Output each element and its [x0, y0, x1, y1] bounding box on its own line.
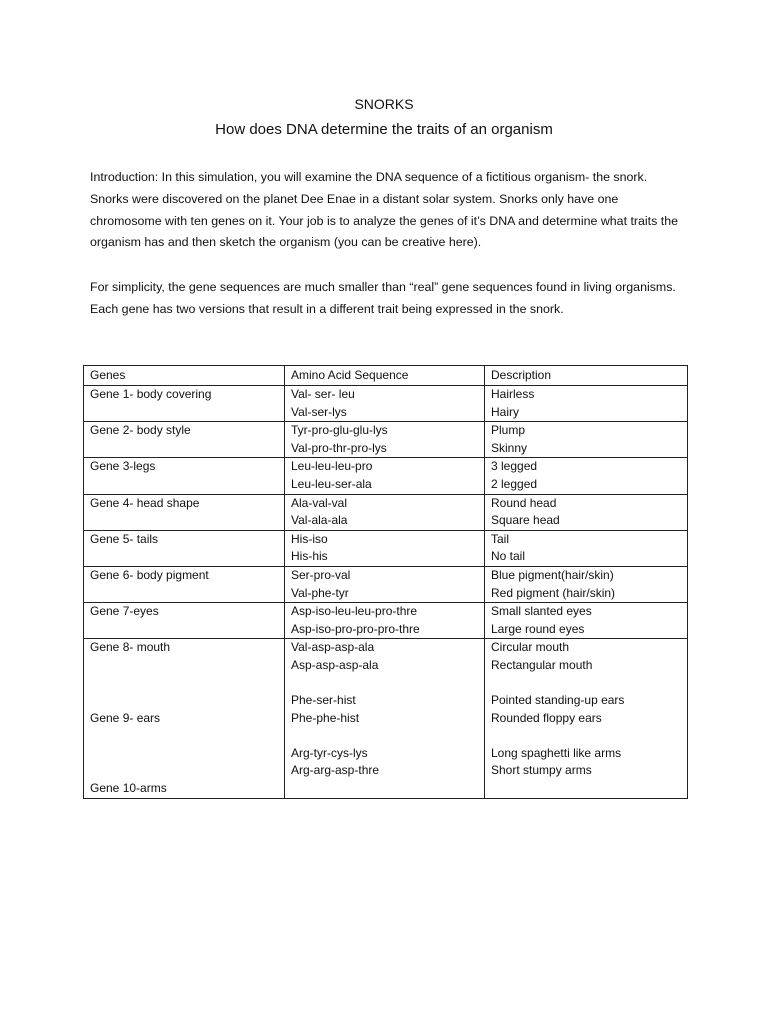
trait-description-line: Long spaghetti like arms — [491, 745, 622, 760]
gene-name-line: Gene 2- body style — [90, 423, 191, 438]
trait-description-line: Rounded floppy ears — [491, 710, 602, 725]
trait-description — [485, 603, 688, 639]
trait-description-line: No tail — [491, 549, 526, 564]
gene-name — [84, 603, 285, 639]
gene-name-line: Gene 5- tails — [90, 531, 159, 546]
amino-acid-sequence — [285, 458, 485, 494]
amino-acid-sequence — [285, 603, 485, 639]
gene-name-line: Gene 3-legs — [90, 459, 156, 474]
trait-description — [485, 639, 688, 798]
gene-table — [83, 365, 688, 799]
trait-description — [485, 566, 688, 602]
trait-description-line: Rectangular mouth — [491, 657, 593, 672]
spacer — [90, 692, 278, 710]
amino-acid-sequence — [285, 494, 485, 530]
table-row — [84, 530, 688, 566]
amino-acid-sequence-line: Leu-leu-leu-pro — [291, 459, 373, 474]
trait-description-line: Blue pigment(hair/skin) — [491, 567, 614, 582]
amino-acid-sequence-line: Ala-val-val — [291, 495, 348, 510]
amino-acid-sequence-line: Val-phe-tyr — [291, 585, 349, 600]
amino-acid-sequence-line: Val- ser- leu — [291, 387, 355, 401]
trait-description-line: 3 legged — [491, 459, 538, 474]
amino-acid-sequence-line: Arg-tyr-cys-lys — [291, 745, 368, 760]
trait-description — [485, 494, 688, 530]
trait-description-line: 2 legged — [491, 476, 538, 491]
simplicity-paragraph: For simplicity, the gene sequences are much smaller than “real” gene sequences found in living organisms. Each gene has two versions that result in a different trait being expressed in the snork. — [90, 280, 676, 316]
header-genes: Genes — [84, 366, 285, 386]
spacer — [90, 727, 278, 745]
introduction-paragraph: Introduction: In this simulation, you will examine the DNA sequence of a fictitious organism- the snork. Snorks were discovered on the planet Dee Enae in a distant solar system. Snorks only have one chromosome with ten genes on it. Your job is to analyze the genes of it’s DNA and determine what traits the organism has and then sketch the organism (you can be creative here). — [90, 170, 678, 250]
gene-name — [84, 530, 285, 566]
page-subtitle: How does DNA determine the traits of an organism — [215, 121, 553, 138]
table-row — [84, 494, 688, 530]
spacer — [291, 727, 478, 745]
header-description: Description — [485, 366, 688, 386]
amino-acid-sequence — [285, 386, 485, 422]
amino-acid-sequence-line: His-his — [291, 549, 328, 564]
trait-description-line: Pointed standing-up ears — [491, 693, 625, 708]
trait-description-line: Red pigment (hair/skin) — [491, 585, 616, 600]
trait-description — [485, 422, 688, 458]
trait-description-line: Circular mouth — [491, 640, 570, 655]
table-row — [84, 603, 688, 639]
amino-acid-sequence-line: Val-ala-ala — [291, 513, 348, 528]
gene-name — [84, 639, 285, 798]
amino-acid-sequence-line: Val-pro-thr-pro-lys — [291, 440, 387, 455]
spacer — [90, 675, 278, 693]
spacer — [90, 762, 278, 780]
gene-name-line: Gene 4- head shape — [90, 495, 200, 510]
trait-description-line: Short stumpy arms — [491, 763, 592, 778]
gene-name-line: Gene 10-arms — [90, 781, 167, 796]
amino-acid-sequence-line: Asp-iso-leu-leu-pro-thre — [291, 604, 418, 619]
trait-description-line: Large round eyes — [491, 621, 585, 636]
amino-acid-sequence-line: His-iso — [291, 531, 328, 546]
header-amino-acid-sequence: Amino Acid Sequence — [285, 366, 485, 386]
spacer — [90, 657, 278, 675]
gene-name-line: Gene 8- mouth — [90, 640, 171, 655]
gene-name-line: Gene 7-eyes — [90, 604, 159, 619]
trait-description — [485, 530, 688, 566]
table-header-row — [84, 366, 688, 386]
amino-acid-sequence-line: Asp-asp-asp-ala — [291, 657, 379, 672]
trait-description-line: Hairy — [491, 404, 520, 419]
amino-acid-sequence-line: Arg-arg-asp-thre — [291, 763, 380, 778]
amino-acid-sequence-line: Ser-pro-val — [291, 567, 351, 582]
amino-acid-sequence-line: Asp-iso-pro-pro-pro-thre — [291, 621, 420, 636]
amino-acid-sequence-line: Val-ser-lys — [291, 404, 347, 419]
trait-description-line: Hairless — [491, 387, 535, 401]
amino-acid-sequence-line: Val-asp-asp-ala — [291, 640, 375, 655]
gene-name — [84, 422, 285, 458]
amino-acid-sequence — [285, 530, 485, 566]
page-title: SNORKS — [354, 96, 414, 112]
trait-description — [485, 458, 688, 494]
gene-name — [84, 386, 285, 422]
spacer — [291, 675, 478, 693]
trait-description — [485, 386, 688, 422]
gene-name — [84, 494, 285, 530]
spacer — [491, 727, 681, 745]
amino-acid-sequence — [285, 566, 485, 602]
trait-description-line: Square head — [491, 513, 560, 528]
amino-acid-sequence-line: Tyr-pro-glu-glu-lys — [291, 423, 388, 438]
amino-acid-sequence-line: Leu-leu-ser-ala — [291, 476, 372, 491]
amino-acid-sequence-line: Phe-ser-hist — [291, 693, 356, 708]
trait-description-line: Plump — [491, 423, 526, 438]
trait-description-line: Round head — [491, 495, 557, 510]
spacer — [491, 675, 681, 693]
spacer — [90, 745, 278, 763]
gene-name-line: Gene 6- body pigment — [90, 567, 209, 582]
trait-description-line: Tail — [491, 531, 510, 546]
table-row — [84, 639, 688, 798]
trait-description-line: Skinny — [491, 440, 528, 455]
amino-acid-sequence-line: Phe-phe-hist — [291, 710, 360, 725]
gene-name-line: Gene 9- ears — [90, 710, 161, 725]
amino-acid-sequence — [285, 422, 485, 458]
table-row — [84, 458, 688, 494]
gene-name — [84, 458, 285, 494]
gene-name-line: Gene 1- body covering — [90, 387, 212, 401]
trait-description-line: Small slanted eyes — [491, 604, 592, 619]
table-row — [84, 386, 688, 422]
table-row — [84, 422, 688, 458]
table-row — [84, 566, 688, 602]
gene-name — [84, 566, 285, 602]
amino-acid-sequence — [285, 639, 485, 798]
